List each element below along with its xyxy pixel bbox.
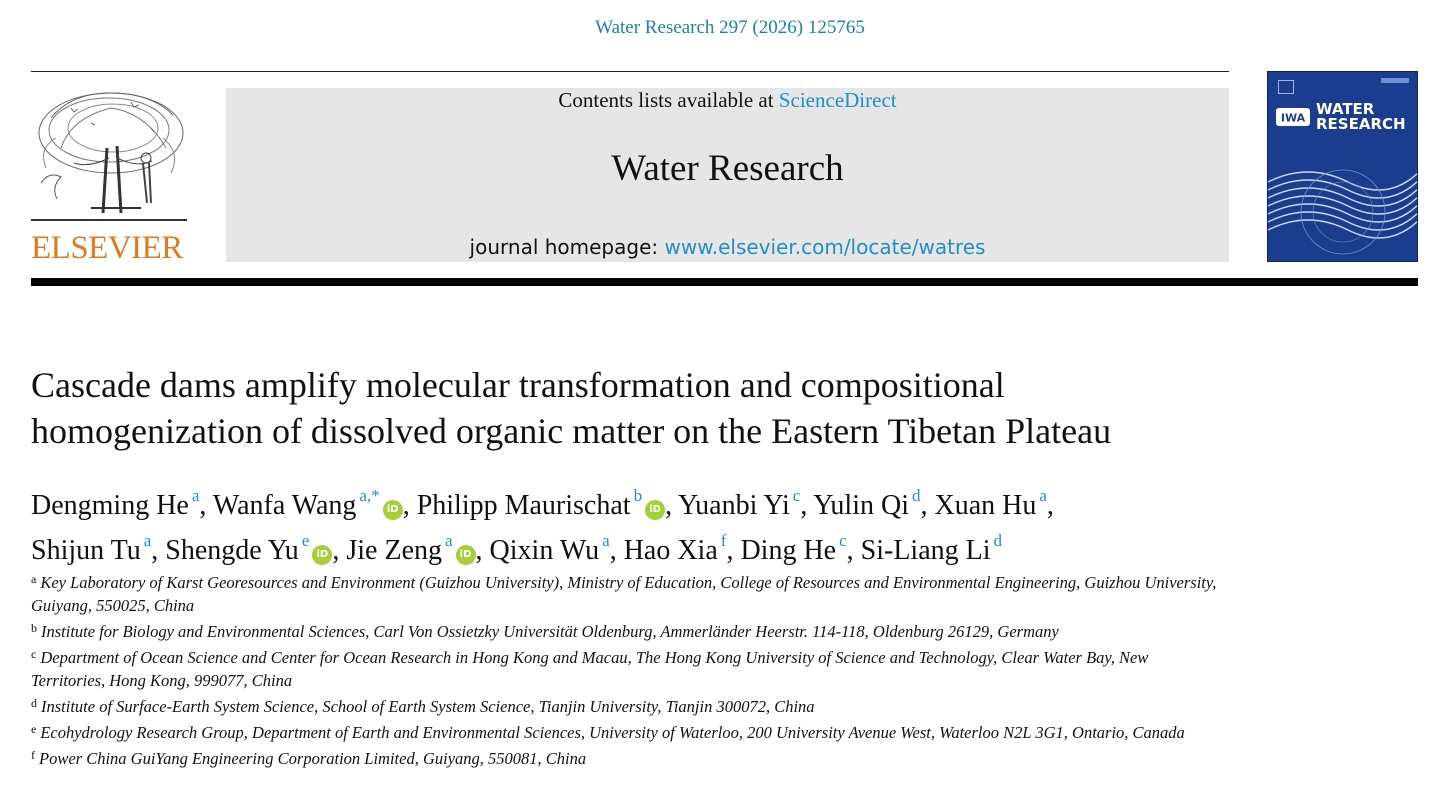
author-yuanbi-yi[interactable]: Yuanbi Yi $^c$ — [678, 486, 801, 521]
affiliation-ref[interactable]: d — [993, 531, 1003, 550]
affiliations-list — [31, 568, 1226, 770]
orcid-icon[interactable]: iD — [456, 545, 476, 565]
affiliation-ref[interactable]: c — [839, 531, 847, 550]
affiliation-ref[interactable]: a — [1039, 486, 1047, 505]
journal-cover-thumbnail[interactable] — [1267, 71, 1418, 262]
cover-iwa-badge — [1276, 108, 1310, 126]
orcid-icon[interactable]: iD — [645, 500, 665, 520]
journal-homepage-line — [226, 235, 1229, 259]
affiliation-letter: d — [31, 696, 37, 710]
affiliation-text: Institute for Biology and Environmental Sciences, Carl Von Ossietzky Universität Oldenburg, Ammerländer Heerstr. 114-118, Oldenburg 26129, Germany — [41, 622, 1059, 641]
affiliation-ref[interactable]: a — [445, 531, 453, 550]
affiliation-a — [31, 568, 1226, 617]
affiliation-text: Power China GuiYang Engineering Corporation Limited, Guiyang, 550081, China — [39, 749, 587, 768]
affiliation-f — [31, 744, 1226, 770]
cover-title-line1: WATER — [1316, 100, 1375, 118]
affiliation-ref[interactable]: a — [191, 486, 200, 505]
affiliation-ref[interactable]: a — [143, 531, 152, 550]
cover-title-line2: RESEARCH — [1316, 115, 1406, 133]
author-xuan-hu[interactable]: Xuan Hu $^a$ — [934, 486, 1047, 521]
author-yulin-qi[interactable]: Yulin Qi $^d$ — [813, 486, 921, 521]
author-shengde-yu[interactable]: Shengde Yu $^e$iD — [165, 535, 332, 566]
affiliation-letter: f — [31, 748, 35, 762]
affiliation-ref[interactable]: b — [633, 486, 643, 505]
author-wanfa-wang[interactable]: Wanfa Wang $^{a,*}$iD — [213, 490, 403, 521]
sciencedirect-link[interactable]: ScienceDirect — [778, 88, 897, 112]
elsevier-tree-logo — [31, 88, 187, 228]
affiliation-ref[interactable]: c — [792, 486, 801, 505]
header-bottom-rule — [31, 278, 1418, 286]
affiliation-text: Institute of Surface-Earth System Science, School of Earth System Science, Tianjin University, Tianjin 300072, China — [41, 697, 815, 716]
contents-prefix: Contents lists available at — [558, 88, 779, 112]
article-title — [31, 362, 1261, 454]
affiliation-ref[interactable]: a — [602, 531, 610, 550]
author-ding-he[interactable]: Ding He $^c$ — [740, 531, 847, 566]
affiliation-letter: e — [31, 722, 37, 736]
journal-homepage-link[interactable]: www.elsevier.com/locate/watres — [664, 235, 986, 259]
affiliation-d — [31, 692, 1226, 718]
affiliation-b — [31, 617, 1226, 643]
affiliation-text: Department of Ocean Science and Center for Ocean Research in Hong Kong and Macau, The Hong Kong University of Science and Technology, Clear Water Bay, New Territories, Hong Kong, 999077, China — [31, 648, 1149, 690]
cover-title — [1316, 102, 1416, 132]
affiliation-letter: b — [31, 621, 37, 635]
article-title-line2: homogenization of dissolved organic matter on the Eastern Tibetan Plateau — [31, 411, 1112, 451]
homepage-prefix: journal homepage: — [469, 235, 665, 259]
journal-name[interactable]: Water Research — [611, 148, 844, 189]
publisher-logo[interactable] — [31, 88, 187, 264]
affiliation-letter: c — [31, 647, 37, 661]
affiliation-e — [31, 718, 1226, 744]
author-qixin-wu[interactable]: Qixin Wu $^a$ — [489, 531, 610, 566]
author-shijun-tu[interactable]: Shijun Tu $^a$ — [31, 531, 152, 566]
publisher-name: ELSEVIER — [31, 230, 183, 266]
journal-citation-link[interactable]: Water Research 297 (2026) 125765 — [595, 17, 865, 38]
author-dengming-he[interactable]: Dengming He $^a$ — [31, 486, 200, 521]
journal-banner — [226, 88, 1229, 262]
cover-badge-text: IWA — [1280, 111, 1306, 125]
cover-publisher-mark — [1278, 80, 1294, 94]
author-hao-xia[interactable]: Hao Xia $^f$ — [623, 531, 727, 566]
contents-available-line — [226, 88, 1229, 113]
affiliation-ref[interactable]: f — [720, 531, 727, 550]
article-title-line1: Cascade dams amplify molecular transformation and compositional — [31, 365, 1005, 405]
author-list: Dengming He $^a$, Wanfa Wang $^{a,*}$iD , Philipp Maurischat $^b$iD , Yuanbi Yi $^c$, Yulin Qi $^d$, Xuan Hu $^a$, Shijun Tu $^a$, Shengde Yu $^e$iD , Jie Zeng $^a$iD , Qixin Wu $^a$, Hao Xia $^f$, Ding He $^c$, Si-Liang Li $^d$ — [31, 486, 1054, 566]
affiliation-text: Ecohydrology Research Group, Department of Earth and Environmental Sciences, University of Waterloo, 200 University Avenue West, Waterloo N2L 3G1, Ontario, Canada — [40, 723, 1185, 742]
affiliation-ref[interactable]: e — [301, 531, 310, 550]
header-divider — [31, 71, 1229, 72]
author-si-liang-li[interactable]: Si-Liang Li $^d$ — [860, 531, 1003, 566]
affiliation-c — [31, 643, 1226, 692]
orcid-icon[interactable]: iD — [312, 545, 332, 565]
orcid-icon[interactable]: iD — [383, 500, 403, 520]
affiliation-ref[interactable]: d — [911, 486, 921, 505]
author-jie-zeng[interactable]: Jie Zeng $^a$iD — [346, 535, 475, 566]
affiliation-ref[interactable]: a,* — [359, 486, 380, 505]
affiliation-text: Key Laboratory of Karst Georesources and Environment (Guizhou University), Ministry of Education, College of Resources and Environmental Engineering, Guizhou University, Guiyang, 550025, China — [31, 573, 1217, 615]
cover-wave-artwork — [1268, 142, 1418, 262]
cover-issn-bar — [1381, 78, 1409, 83]
affiliation-letter: a — [31, 572, 37, 586]
iwa-logo-icon — [1276, 108, 1310, 126]
author-philipp-maurischat[interactable]: Philipp Maurischat $^b$iD — [417, 490, 665, 521]
